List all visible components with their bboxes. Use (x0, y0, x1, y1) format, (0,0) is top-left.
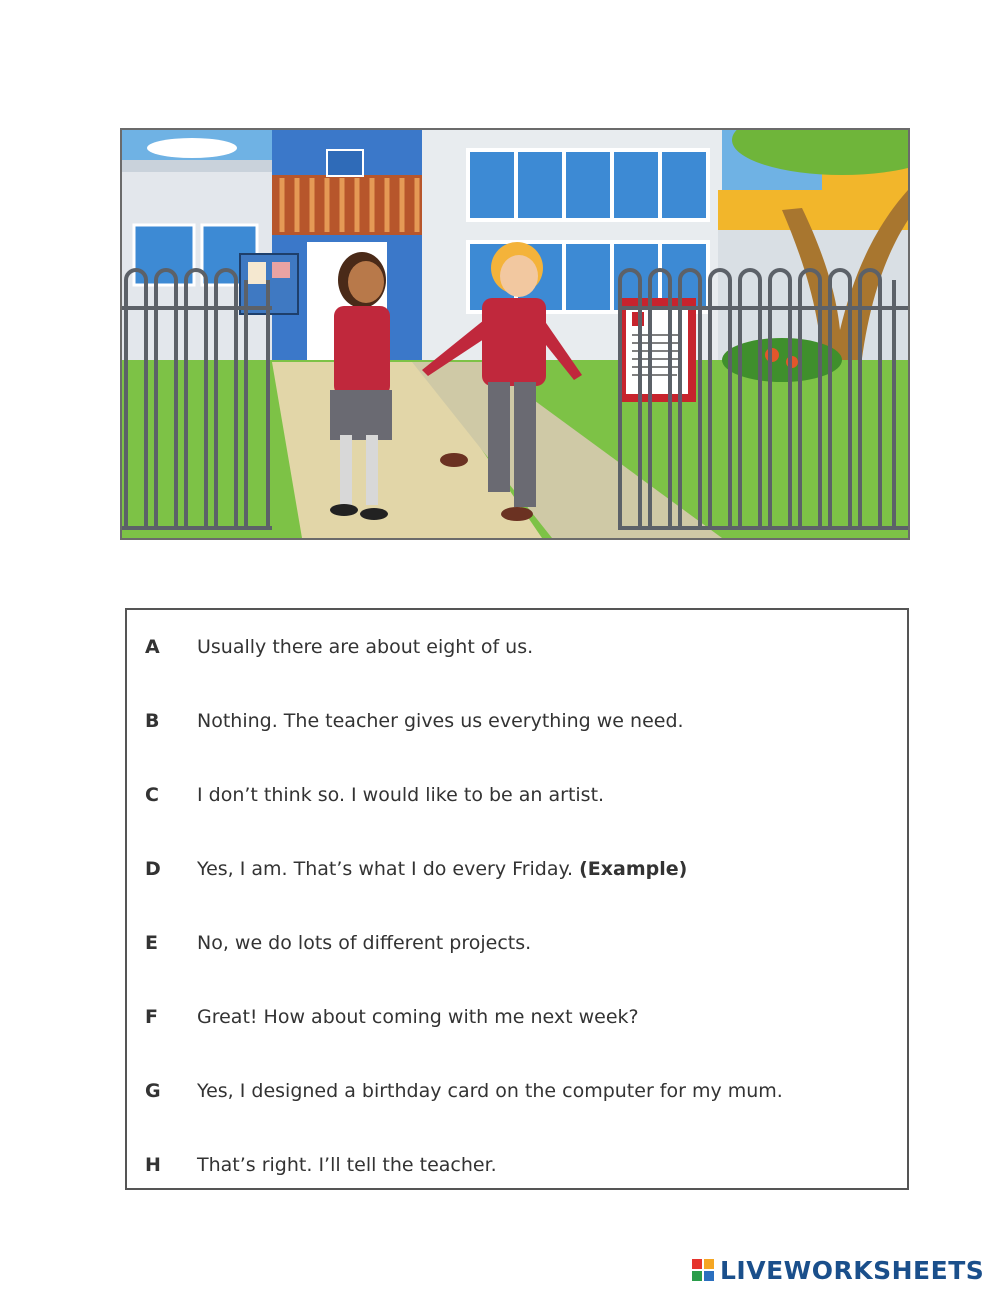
yellow-roof (718, 190, 908, 230)
option-letter: F (145, 1006, 158, 1028)
option-a (127, 628, 907, 668)
answer-options-box (125, 608, 909, 1190)
option-text: No, we do lots of different projects. (197, 932, 532, 954)
option-letter: D (145, 858, 161, 880)
option-c (127, 776, 907, 816)
option-letter: G (145, 1080, 161, 1102)
school-scene (122, 130, 908, 538)
option-text: That’s right. I’ll tell the teacher. (197, 1154, 497, 1176)
school-illustration (120, 128, 910, 540)
option-h (127, 1146, 907, 1186)
option-letter: A (145, 636, 160, 658)
option-letter: E (145, 932, 158, 954)
brand-name: LIVEWORKSHEETS (720, 1256, 985, 1285)
example-note: (Example) (579, 858, 688, 880)
option-f (127, 998, 907, 1038)
cloud (147, 138, 237, 158)
option-text: Yes, I designed a birthday card on the computer for my mum. (197, 1080, 783, 1102)
liveworksheets-logo-icon (692, 1259, 716, 1283)
option-text: Nothing. The teacher gives us everything we need. (197, 710, 684, 732)
upper-windows (468, 150, 708, 220)
option-b (127, 702, 907, 742)
option-e (127, 924, 907, 964)
option-g (127, 1072, 907, 1112)
option-letter: B (145, 710, 160, 732)
option-text: Great! How about coming with me next week? (197, 1006, 639, 1028)
option-letter: H (145, 1154, 161, 1176)
option-text-line (197, 858, 687, 880)
option-text: I don’t think so. I would like to be an artist. (197, 784, 605, 806)
option-d (127, 850, 907, 890)
option-text: Yes, I am. That’s what I do every Friday. (197, 858, 574, 880)
option-text: Usually there are about eight of us. (197, 636, 534, 658)
option-letter: C (145, 784, 159, 806)
